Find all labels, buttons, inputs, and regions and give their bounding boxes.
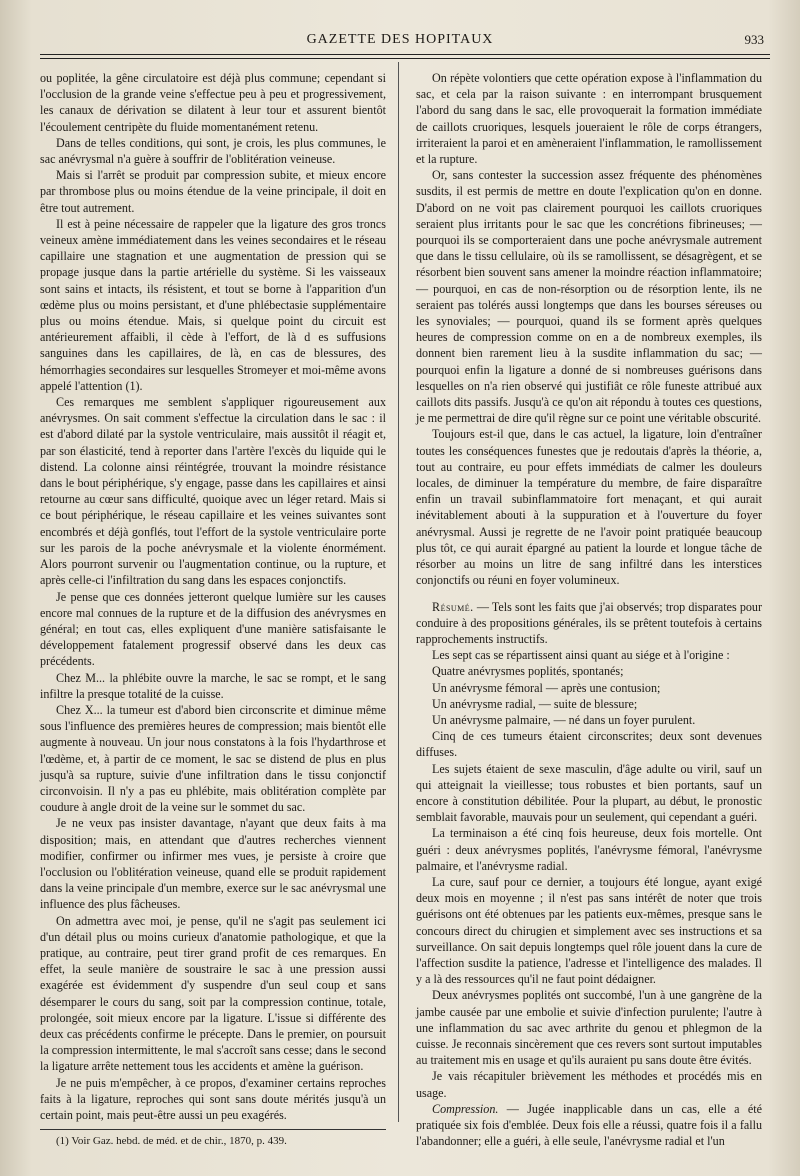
paragraph: Cinq de ces tumeurs étaient circonscrites; deux sont devenues diffuses.	[416, 729, 762, 760]
list-item: Un anévrysme fémoral — après une contusion;	[432, 680, 661, 695]
compression-label: Compression.	[432, 1101, 499, 1116]
left-column	[40, 70, 386, 1148]
paragraph: La terminaison a été cinq fois heureuse, deux fois mortelle. Ont guéri : deux anévrysmes poplités, l'anévrysme fémoral, l'anévrysme palmaire, et l'anévrysme radial.	[416, 826, 762, 873]
paragraph: Les sujets étaient de sexe masculin, d'âge adulte ou viril, sauf un qui atteignait la vieillesse; tous robustes et bien portants, sauf un encore à constitution débilitée. Pour la plupart, au début, le pronostic semblait favorable, mauvais pour un seulement, qui cependant a guéri.	[416, 761, 762, 825]
compression-text: — Jugée inapplicable dans un cas, elle a été pratiquée six fois d'emblée. Deux fois elle a réussi, quatre fois il a fallu l'abandonner; elle a guéri, à elle seule, l'anévrysme radial et l'un	[416, 1101, 762, 1149]
paragraph: On répète volontiers que cette opération expose à l'inflammation du sac, et cela par la raison suivante : en interrompant brusquement l'abord du sang dans le sac, elle provoquerait la formation immédiate de caillots cruoriques, lesquels joueraient le rôle de corps étrangers, irriteraient la paroi et en amèneraient l'inflammation, le ramollissement et la rupture.	[416, 71, 762, 167]
paragraph: Toujours est-il que, dans le cas actuel, la ligature, loin d'entraîner toutes les conséquences funestes que je redoutais d'après la théorie, a, tout au contraire, eu pour effets immédiats de calmer les douleurs locales, de diminuer la température du membre, de faire disparaître enfin un travail subinflammatoire fort menaçant, et qui aurait inévitablement abouti à la suppuration et à l'ouverture du foyer anévrysmal. Aussi je regrette de ne l'avoir point pratiquée beaucoup plus tôt, ce qui aurait épargné au patient la lourde et longue tâche de résorber au moins un litre de sang infiltré dans les interstices conjonctifs ou réuni en foyer volumineux.	[416, 427, 762, 588]
header-rule-thin	[40, 58, 770, 59]
paragraph: La cure, sauf pour ce dernier, a toujours été longue, ayant exigé deux mois en moyenne ; il n'est pas sans intérêt de noter que trois guérisons ont été obtenues par les patients eux-mêmes, presque sans le concours direct du chirugien et simplement avec ses instructions et sa surveillance. On sait depuis longtemps quel rôle jouent dans la cure de l'affection susdite la patience, l'adresse et l'intelligence des malades. Il y a là des ressources qu'il ne faut point dédaigner.	[416, 874, 762, 987]
journal-title: GAZETTE DES HOPITAUX	[306, 32, 494, 47]
paragraph: Je ne puis m'empêcher, à ce propos, d'examiner certains reproches faits à la ligature, reproches qui sont sans doute mérités jusqu'à un certain point, mais peut-être aussi un peu exagérés.	[40, 1075, 386, 1122]
paragraph: Les sept cas se répartissent ainsi quant au siége et à l'origine :	[432, 648, 730, 663]
page-header	[30, 30, 770, 54]
section-gap	[416, 589, 762, 599]
paragraph: Deux anévrysmes poplités ont succombé, l'un à une gangrène de la jambe causée par une embolie et suivie d'infection purulente; l'autre à une inflammation du sac avec arthrite du genou et phlegmon de la cuisse. Je reconnais sincèrement que ces revers sont surtout imputables au traitement mis en usage et qu'ils auraient pu sans doute être évités.	[416, 988, 762, 1068]
footnote: (1) Voir Gaz. hebd. de méd. et de chir., 1870, p. 439.	[56, 1135, 287, 1148]
header-rule	[40, 54, 770, 55]
paragraph: Dans de telles conditions, qui sont, je crois, les plus communes, le sac anévrysmal n'a guère à souffrir de l'oblitération veineuse.	[40, 135, 386, 167]
page-number: 933	[744, 32, 764, 47]
paragraph: Ces remarques me semblent s'appliquer rigoureusement aux anévrysmes. On sait comment s'effectue la circulation dans le sac : il est d'abord dilaté par la systole ventriculaire, mais aussitôt il réagit et, par son élasticité, tend à reporter dans l'artère l'excès du liquide qui le distend. La colonne ainsi réintégrée, trouvant la moindre résistance dans le bout périphérique, s'y engage, passe dans les capillaires et ainsi retourne au cœur sans difficulté, quoique avec un léger retard. Mais si ce bout périphérique, le réseau capillaire et les veines suivantes sont encombrés et déjà gonflés, tout l'effort de la systole ventriculaire porte sur les parois de la poche anévrysmale et la violente énormément. Alors pourront survenir ou l'augmentation continue, ou la rupture, et après celle-ci l'infiltration du sang dans les espaces conjonctifs.	[40, 395, 386, 588]
compression-paragraph	[416, 1101, 762, 1150]
paragraph: Or, sans contester la succession assez fréquente des phénomènes susdits, il est permis de mettre en doute l'explication qu'on en donne. D'abord on ne voit pas clairement pourquoi les caillots cruoriques seraient plus irritants pour le sac que les concrétions fibrineuses; — pourquoi ils se comporteraient dans une poche anévrysmale autrement que dans le tissu cellulaire, où ils se ramollissent, se désagrègent, et se résorbent bien souvent sans amener la moindre réaction inflammatoire; — pourquoi, en cas de non-résorption ou de résorption lente, ils ne seraient pas tolérés aussi longtemps que dans les bourses séreuses ou les synoviales; — pourquoi, quand ils se forment après quelques heures de compression comme on en a de nombreux exemples, ils donnent bien rarement lieu à la susdite inflammation du sac; — pourquoi enfin la ligature a donné de si nombreuses guérisons dans lesquelles on n'a rien observé qui justifiât ce rôle funeste attribué aux caillots dits passifs. Jusqu'à ce qu'on ait répondu à toutes ces questions, je me permettrai de dire qu'il règne sur ce point une véritable obscurité.	[416, 168, 762, 426]
footnote-rule	[40, 1129, 386, 1130]
list-item: Quatre anévrysmes poplités, spontanés;	[432, 664, 624, 679]
paragraph: Il est à peine nécessaire de rappeler que la ligature des gros troncs veineux amène immédiatement dans les veines secondaires et le réseau capillaire une stagnation et une augmentation de pression qui se propage jusque dans la partie artérielle du système. Si les vaisseaux sont sains et intacts, ils résistent, et tout se borne à l'apparition d'un œdème plus ou moins persistant, et d'une phlébectasie supplémentaire plus ou moins étendue. Mais, si quelque point du circuit est antérieurement affaibli, il cède à l'effort, de là d es suffusions sanguines dans les capillaires, de là, en cas de blessures, des hémorrhagies secondaires sur lesquelles Stromeyer et moi-même avons appelé l'attention (1).	[40, 216, 386, 393]
paragraph: Chez X... la tumeur est d'abord bien circonscrite et diminue même sous l'influence des premières heures de compression; mais bientôt elle augmente à nouveau. Un jour nous constatons à la fois l'hydarthrose et l'œdème, et, à partir de ce moment, le sac se distend de plus en plus jusqu'à sa rupture, suivie d'une infiltration dans le tissu conjonctif circonvoisin. Il n'y a pas eu phlébite, mais oblitération complète par coudure à angle droit de la veine sur le sommet du sac.	[40, 702, 386, 815]
paragraph: On admettra avec moi, je pense, qu'il ne s'agit pas seulement ici d'un détail plus ou moins curieux d'anatomie pathologique, et que la pratique, au contraire, peut tirer grand profit de ces remarques. En effet, la seule manière de soustraire le sac à une pression aussi exagérée est évidemment d'y suspendre d'un seul coup et sans désemparer le cours du sang, soit par la compression continue, totale, prolongée, soit mieux encore par la ligature. L'issue si différente des deux cas précédents confirme le précepte. Dans le premier, on poursuit la compression intermittente, le mal s'accroît sans cesse; dans le second la ligature arrête nettement tous les accidents et amène la guérison.	[40, 913, 386, 1074]
paragraph: Je ne veux pas insister davantage, n'ayant que deux faits à ma disposition; mais, en attendant que d'autres recherches viennent modifier, confirmer ou infirmer mes vues, je persiste à croire que l'occlusion ou l'oblitération veineuse, quand elle se produit rapidement dans la veine principale d'un membre, exerce sur le sac anévrysmal une influence des plus fâcheuses.	[40, 816, 386, 912]
resume-text: — Tels sont les faits que j'ai observés; trop disparates pour conduire à des propositions générales, ils se prêtent toutefois à certains rapprochements instructifs.	[416, 599, 762, 646]
paragraph: Je vais récapituler brièvement les méthodes et procédés mis en usage.	[416, 1069, 762, 1100]
right-column	[416, 70, 762, 1149]
resume-paragraph	[416, 599, 762, 648]
list-item: Un anévrysme palmaire, — né dans un foyer purulent.	[432, 712, 696, 727]
paragraph: Chez M... la phlébite ouvre la marche, le sac se rompt, et le sang infiltre la presque totalité de la cuisse.	[40, 670, 386, 701]
list-item: Un anévrysme radial, — suite de blessure;	[432, 696, 638, 711]
resume-label: Résumé.	[432, 599, 474, 614]
column-divider	[398, 62, 399, 1122]
paragraph: Mais si l'arrêt se produit par compression subite, et mieux encore par thrombose plus ou moins étendue de la veine principale, il doit en être tout autrement.	[40, 168, 386, 215]
paragraph: Je pense que ces données jetteront quelque lumière sur les causes encore mal connues de la rupture et de la diffusion des anévrysmes en général; en tout cas, elles expliquent d'une manière satisfaisante le développement fatalement progressif observé dans les deux cas précédents.	[40, 589, 386, 669]
paragraph: ou poplitée, la gêne circulatoire est déjà plus commune; cependant si l'occlusion de la grande veine s'effectue peu à peu et progressivement, les canaux de dérivation se dilatent à leur tour et assurent bientôt l'écoulement centripète du fluide momentanément retenu.	[40, 71, 386, 134]
